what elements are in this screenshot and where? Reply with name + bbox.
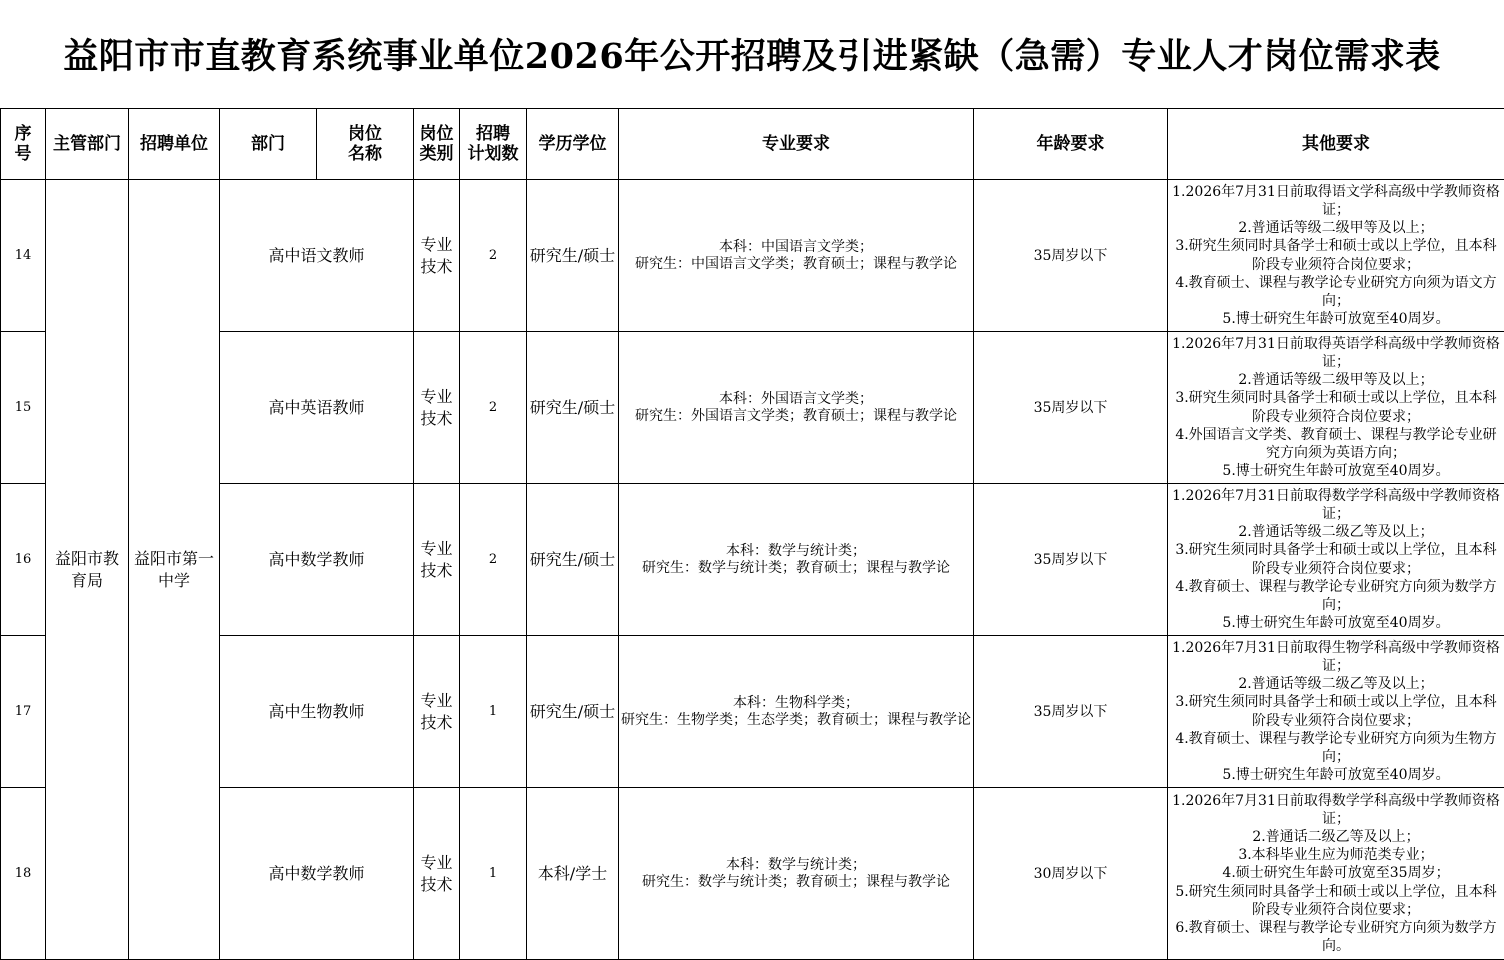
cell-unit: 益阳市第一中学	[129, 180, 220, 960]
cell-other: 1.2026年7月31日前取得数学学科高级中学教师资格证； 2.普通话二级乙等及以上； 3.本科毕业生应为师范类专业； 4.硕士研究生年龄可放宽至35周岁； 5.研究生须同时具备学士和硕士或以上学位，且本科阶段专业须符合岗位要求； 6.教育硕士、课程与教学论专业研究方向须为数学方向。	[1168, 788, 1504, 960]
cell-type: 专业技术	[414, 636, 460, 788]
cell-plan: 1	[460, 788, 527, 960]
header-row	[1, 109, 1504, 180]
header-dept: 部门	[220, 109, 317, 180]
cell-other: 1.2026年7月31日前取得英语学科高级中学教师资格证； 2.普通话等级二级甲等及以上； 3.研究生须同时具备学士和硕士或以上学位，且本科阶段专业须符合岗位要求； 4.外国语言文学类、教育硕士、课程与教学论专业研究方向须为英语方向； 5.博士研究生年龄可放宽至40周岁。	[1168, 332, 1504, 484]
table-row	[1, 788, 1504, 960]
cell-post: 高中语文教师	[220, 180, 414, 332]
cell-other: 1.2026年7月31日前取得数学学科高级中学教师资格证； 2.普通话等级二级乙等及以上； 3.研究生须同时具备学士和硕士或以上学位，且本科阶段专业须符合岗位要求； 4.教育硕士、课程与教学论专业研究方向须为数学方向； 5.博士研究生年龄可放宽至40周岁。	[1168, 484, 1504, 636]
cell-plan: 1	[460, 636, 527, 788]
cell-plan: 2	[460, 180, 527, 332]
cell-seq: 18	[1, 788, 46, 960]
cell-major: 本科：外国语言文学类； 研究生：外国语言文学类；教育硕士；课程与教学论	[619, 332, 974, 484]
cell-age: 35周岁以下	[974, 636, 1168, 788]
cell-plan: 2	[460, 484, 527, 636]
cell-major: 本科：数学与统计类； 研究生：数学与统计类；教育硕士；课程与教学论	[619, 788, 974, 960]
cell-other: 1.2026年7月31日前取得生物学科高级中学教师资格证； 2.普通话等级二级乙等及以上； 3.研究生须同时具备学士和硕士或以上学位，且本科阶段专业须符合岗位要求； 4.教育硕士、课程与教学论专业研究方向须为生物方向； 5.博士研究生年龄可放宽至40周岁。	[1168, 636, 1504, 788]
cell-major: 本科：中国语言文学类； 研究生：中国语言文学类；教育硕士；课程与教学论	[619, 180, 974, 332]
table-row	[1, 332, 1504, 484]
header-seq: 序 号	[1, 109, 46, 180]
header-major: 专业要求	[619, 109, 974, 180]
cell-age: 30周岁以下	[974, 788, 1168, 960]
cell-age: 35周岁以下	[974, 180, 1168, 332]
cell-other: 1.2026年7月31日前取得语文学科高级中学教师资格证； 2.普通话等级二级甲等及以上； 3.研究生须同时具备学士和硕士或以上学位，且本科阶段专业须符合岗位要求； 4.教育硕士、课程与教学论专业研究方向须为语文方向； 5.博士研究生年龄可放宽至40周岁。	[1168, 180, 1504, 332]
cell-dept-main: 益阳市教育局	[46, 180, 129, 960]
cell-post: 高中生物教师	[220, 636, 414, 788]
cell-type: 专业技术	[414, 332, 460, 484]
cell-plan: 2	[460, 332, 527, 484]
page-title: 益阳市市直教育系统事业单位2026年公开招聘及引进紧缺（急需）专业人才岗位需求表	[63, 36, 1441, 77]
cell-age: 35周岁以下	[974, 332, 1168, 484]
cell-degree: 研究生/硕士	[527, 180, 619, 332]
cell-type: 专业技术	[414, 180, 460, 332]
cell-degree: 研究生/硕士	[527, 484, 619, 636]
cell-type: 专业技术	[414, 484, 460, 636]
title-bar	[0, 0, 1504, 108]
cell-seq: 17	[1, 636, 46, 788]
cell-major: 本科：生物科学类； 研究生：生物学类；生态学类；教育硕士；课程与教学论	[619, 636, 974, 788]
cell-type: 专业技术	[414, 788, 460, 960]
header-other: 其他要求	[1168, 109, 1504, 180]
cell-post: 高中数学教师	[220, 788, 414, 960]
header-post-name: 岗位 名称	[317, 109, 414, 180]
recruitment-table	[0, 108, 1504, 960]
cell-degree: 研究生/硕士	[527, 332, 619, 484]
cell-post: 高中英语教师	[220, 332, 414, 484]
table-row	[1, 180, 1504, 332]
header-age: 年龄要求	[974, 109, 1168, 180]
header-unit: 招聘单位	[129, 109, 220, 180]
cell-seq: 16	[1, 484, 46, 636]
table-row	[1, 636, 1504, 788]
cell-degree: 研究生/硕士	[527, 636, 619, 788]
table-row	[1, 484, 1504, 636]
cell-seq: 15	[1, 332, 46, 484]
header-post-type: 岗位 类别	[414, 109, 460, 180]
header-degree: 学历学位	[527, 109, 619, 180]
header-dept-main: 主管部门	[46, 109, 129, 180]
header-plan: 招聘 计划数	[460, 109, 527, 180]
cell-major: 本科：数学与统计类； 研究生：数学与统计类；教育硕士；课程与教学论	[619, 484, 974, 636]
cell-age: 35周岁以下	[974, 484, 1168, 636]
cell-seq: 14	[1, 180, 46, 332]
cell-degree: 本科/学士	[527, 788, 619, 960]
cell-post: 高中数学教师	[220, 484, 414, 636]
